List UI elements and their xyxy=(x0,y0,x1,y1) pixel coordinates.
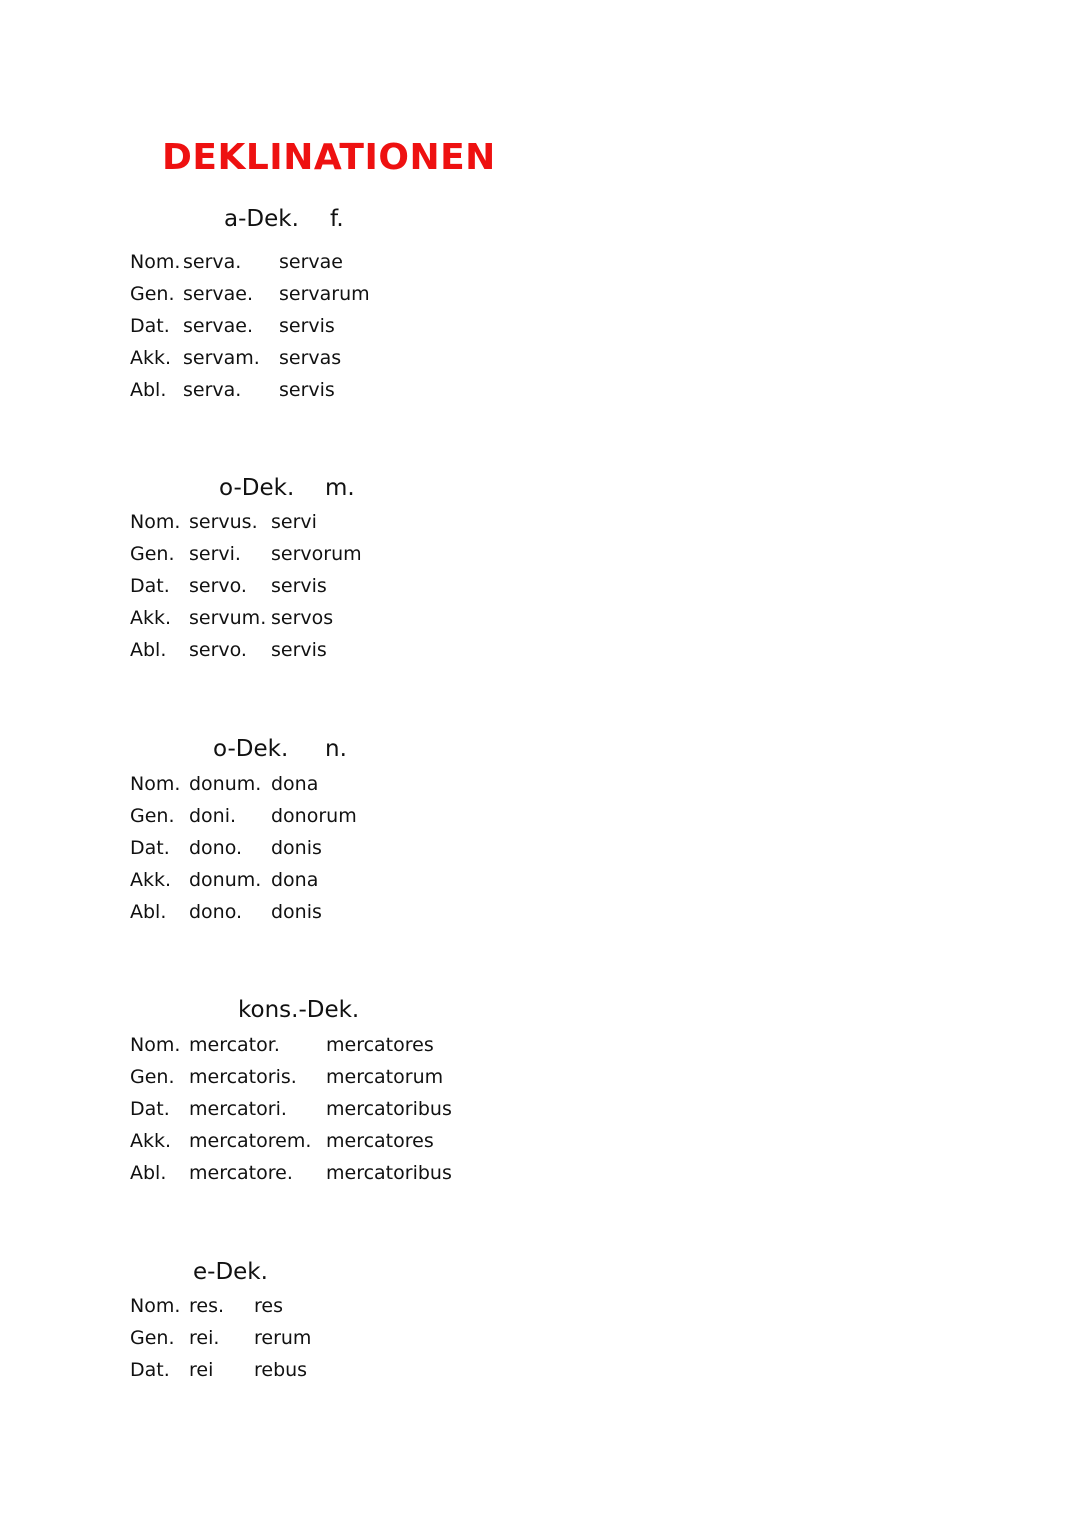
plural-form: servorum xyxy=(271,543,362,565)
plural-form: servis xyxy=(279,379,335,401)
declension-heading: a-Dek. xyxy=(224,206,299,232)
declension-row xyxy=(0,867,1080,899)
case-label: Gen. xyxy=(130,283,175,305)
singular-form: mercatoris. xyxy=(189,1066,297,1088)
declension-row xyxy=(0,541,1080,573)
singular-form: servam. xyxy=(183,347,260,369)
plural-form: rerum xyxy=(254,1327,312,1349)
singular-form: servo. xyxy=(189,575,247,597)
singular-form: doni. xyxy=(189,805,237,827)
declension-row xyxy=(0,1064,1080,1096)
case-label: Nom. xyxy=(130,1295,181,1317)
singular-form: mercator. xyxy=(189,1034,280,1056)
case-label: Dat. xyxy=(130,1098,170,1120)
case-label: Gen. xyxy=(130,543,175,565)
plural-form: donorum xyxy=(271,805,357,827)
singular-form: res. xyxy=(189,1295,225,1317)
case-label: Gen. xyxy=(130,805,175,827)
plural-form: servarum xyxy=(279,283,370,305)
case-label: Nom. xyxy=(130,251,181,273)
gender-label: f. xyxy=(330,206,344,232)
declension-row xyxy=(0,771,1080,803)
plural-form: dona xyxy=(271,773,319,795)
declension-row xyxy=(0,1357,1080,1389)
declension-row xyxy=(0,377,1080,409)
singular-form: servum. xyxy=(189,607,267,629)
page-title: DEKLINATIONEN xyxy=(162,137,496,178)
declension-row xyxy=(0,1032,1080,1064)
plural-form: servis xyxy=(271,575,327,597)
plural-form: donis xyxy=(271,837,322,859)
plural-form: mercatoribus xyxy=(326,1098,452,1120)
declension-row xyxy=(0,573,1080,605)
declension-row xyxy=(0,899,1080,931)
singular-form: serva. xyxy=(183,379,242,401)
singular-form: mercatorem. xyxy=(189,1130,312,1152)
declension-row xyxy=(0,313,1080,345)
plural-form: dona xyxy=(271,869,319,891)
singular-form: servae. xyxy=(183,315,254,337)
gender-label: m. xyxy=(325,475,355,501)
plural-form: servae xyxy=(279,251,343,273)
declension-row xyxy=(0,835,1080,867)
singular-form: mercatori. xyxy=(189,1098,287,1120)
plural-form: mercatores xyxy=(326,1130,434,1152)
case-label: Akk. xyxy=(130,869,172,891)
singular-form: donum. xyxy=(189,869,262,891)
case-label: Abl. xyxy=(130,379,167,401)
declension-row xyxy=(0,1293,1080,1325)
declension-heading: kons.-Dek. xyxy=(238,997,360,1023)
singular-form: mercatore. xyxy=(189,1162,293,1184)
case-label: Dat. xyxy=(130,315,170,337)
declension-heading: o-Dek. xyxy=(213,736,289,762)
declension-row xyxy=(0,345,1080,377)
case-label: Abl. xyxy=(130,639,167,661)
plural-form: rebus xyxy=(254,1359,308,1381)
case-label: Gen. xyxy=(130,1327,175,1349)
case-label: Abl. xyxy=(130,901,167,923)
declension-row xyxy=(0,1128,1080,1160)
case-label: Nom. xyxy=(130,1034,181,1056)
plural-form: servos xyxy=(271,607,334,629)
declension-row xyxy=(0,1096,1080,1128)
singular-form: servi. xyxy=(189,543,241,565)
plural-form: res xyxy=(254,1295,283,1317)
case-label: Dat. xyxy=(130,575,170,597)
singular-form: servo. xyxy=(189,639,247,661)
case-label: Nom. xyxy=(130,511,181,533)
singular-form: servus. xyxy=(189,511,258,533)
case-label: Nom. xyxy=(130,773,181,795)
plural-form: mercatorum xyxy=(326,1066,444,1088)
case-label: Dat. xyxy=(130,837,170,859)
declension-row xyxy=(0,281,1080,313)
case-label: Akk. xyxy=(130,607,172,629)
plural-form: donis xyxy=(271,901,322,923)
gender-label: n. xyxy=(325,736,347,762)
case-label: Gen. xyxy=(130,1066,175,1088)
singular-form: rei xyxy=(189,1359,214,1381)
declension-row xyxy=(0,605,1080,637)
declension-row xyxy=(0,1160,1080,1192)
plural-form: servi xyxy=(271,511,317,533)
declension-row xyxy=(0,637,1080,669)
singular-form: servae. xyxy=(183,283,254,305)
singular-form: rei. xyxy=(189,1327,220,1349)
plural-form: servis xyxy=(279,315,335,337)
declension-row xyxy=(0,803,1080,835)
declension-row xyxy=(0,509,1080,541)
plural-form: servas xyxy=(279,347,342,369)
case-label: Akk. xyxy=(130,1130,172,1152)
case-label: Abl. xyxy=(130,1162,167,1184)
singular-form: donum. xyxy=(189,773,262,795)
singular-form: dono. xyxy=(189,901,243,923)
declension-heading: e-Dek. xyxy=(193,1259,268,1285)
plural-form: mercatoribus xyxy=(326,1162,452,1184)
singular-form: dono. xyxy=(189,837,243,859)
singular-form: serva. xyxy=(183,251,242,273)
declension-row xyxy=(0,1325,1080,1357)
plural-form: mercatores xyxy=(326,1034,434,1056)
case-label: Dat. xyxy=(130,1359,170,1381)
declension-heading: o-Dek. xyxy=(219,475,295,501)
declension-row xyxy=(0,249,1080,281)
plural-form: servis xyxy=(271,639,327,661)
case-label: Akk. xyxy=(130,347,172,369)
